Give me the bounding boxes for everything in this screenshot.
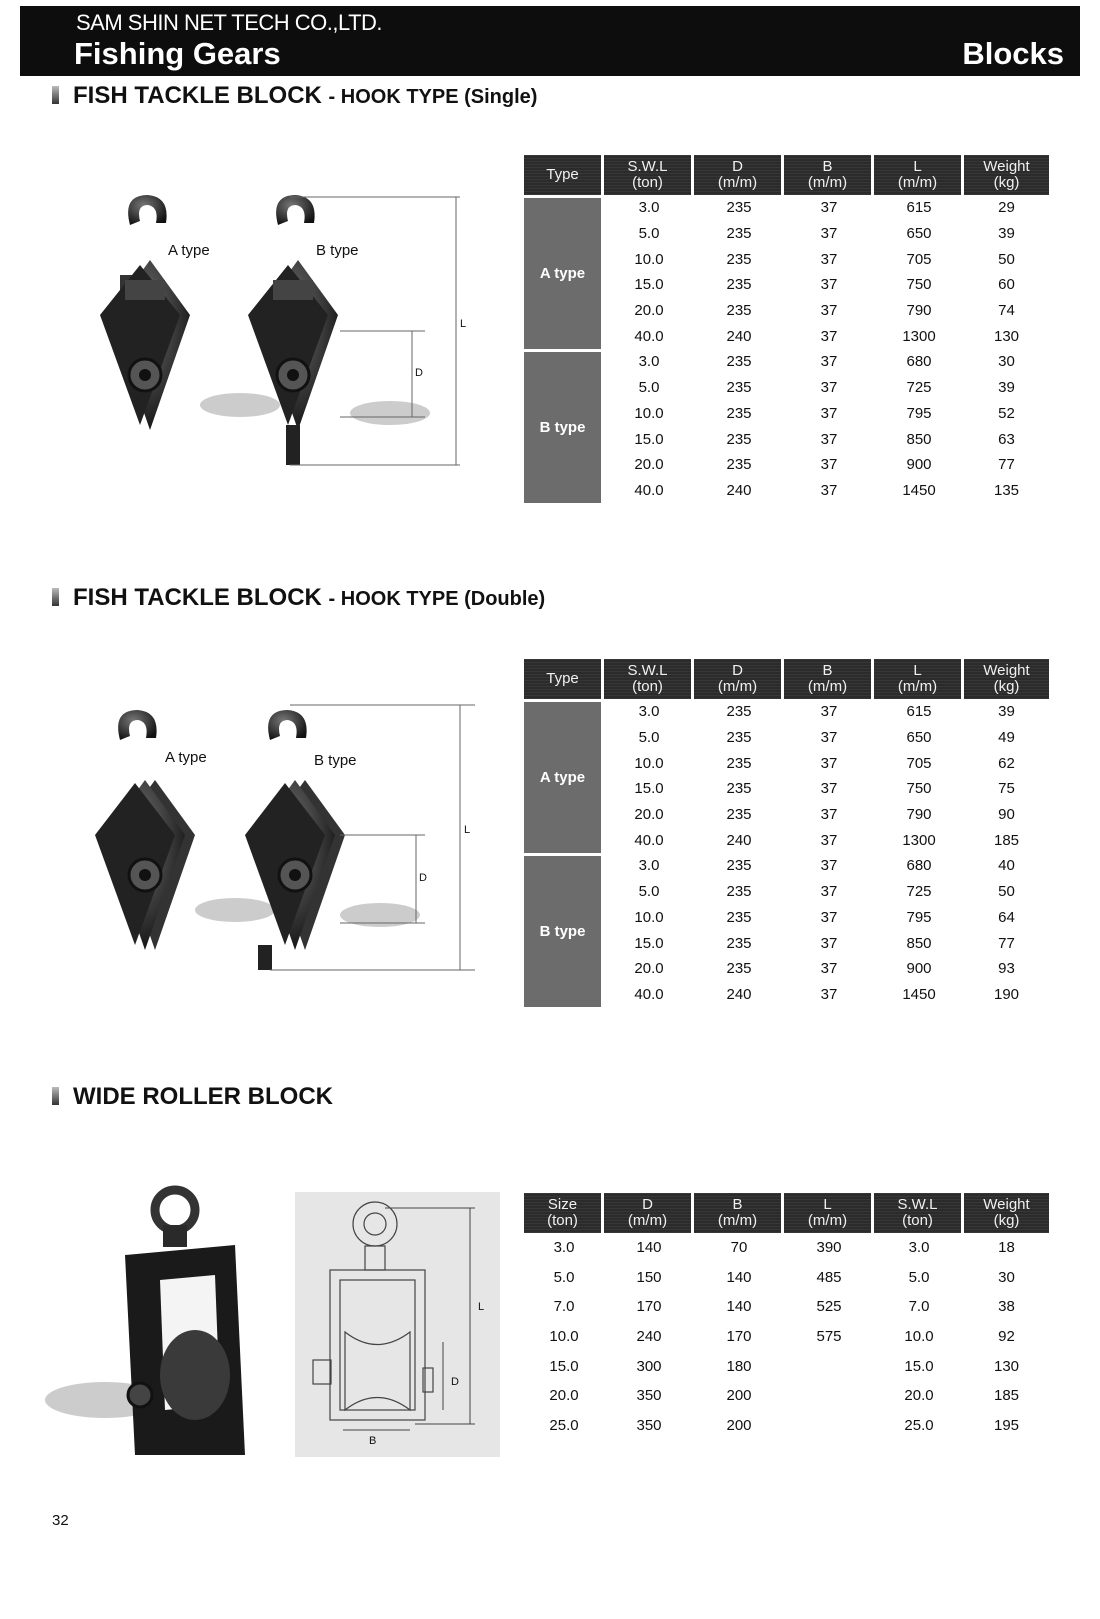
table-cell: 190 — [993, 985, 1020, 1003]
table-cell: 235 — [726, 225, 752, 243]
page-number: 32 — [52, 1512, 69, 1529]
table-cell: 150 — [636, 1268, 662, 1286]
table-cell: 235 — [726, 729, 752, 747]
table-cell: 705 — [906, 754, 932, 772]
table-cell: 37 — [820, 754, 838, 772]
bolt-icon — [128, 1383, 152, 1407]
b-type-label: B type — [314, 752, 357, 769]
column-header: Type — [524, 155, 604, 195]
group-label: B type — [524, 853, 604, 1007]
table-cell: 50 — [998, 250, 1015, 268]
table-cell: 37 — [820, 430, 838, 448]
column-header: D (m/m) — [604, 1193, 694, 1233]
table-cell: 235 — [726, 857, 752, 875]
table-cell: 235 — [726, 908, 752, 926]
table-cell: 37 — [820, 806, 838, 824]
table-cell: 900 — [906, 960, 932, 978]
catalog-title: Fishing Gears — [74, 36, 281, 71]
table-cell: 7.0 — [553, 1298, 575, 1316]
dimension-d-label: D — [415, 367, 423, 379]
drawing-background — [295, 1192, 500, 1457]
spec-table-single — [524, 155, 1049, 503]
dimension-l-label: L — [460, 318, 467, 330]
table-body — [524, 1233, 1049, 1440]
dimension-l-label: L — [478, 1301, 485, 1313]
table-cell: 25.0 — [904, 1416, 934, 1434]
table-cell: 1450 — [902, 481, 936, 499]
table-cell: 130 — [993, 1357, 1020, 1375]
table-cell: 5.0 — [638, 883, 660, 901]
table-cell: 235 — [726, 404, 752, 422]
spec-table-double — [524, 659, 1049, 1007]
table-cell: 200 — [726, 1416, 752, 1434]
table-cell: 170 — [726, 1328, 752, 1346]
table-cell: 180 — [726, 1357, 752, 1375]
table-cell: 240 — [726, 481, 752, 499]
table-cell: 49 — [998, 729, 1015, 747]
column-header: B (m/m) — [784, 155, 874, 195]
column-header: D (m/m) — [694, 659, 784, 699]
table-cell: 39 — [998, 379, 1015, 397]
table-cell: 37 — [820, 908, 838, 926]
column-header: S.W.L (ton) — [604, 659, 694, 699]
table-cell: 70 — [730, 1239, 748, 1257]
shadow-shape — [350, 401, 430, 425]
table-cell: 30 — [998, 353, 1015, 371]
table-cell: 615 — [906, 199, 932, 217]
table-cell: 235 — [726, 276, 752, 294]
table-cell: 235 — [726, 703, 752, 721]
table-cell: 130 — [993, 327, 1020, 345]
a-type-block-icon — [100, 195, 190, 430]
table-cell: 300 — [636, 1357, 662, 1375]
a-type-label: A type — [165, 749, 207, 766]
section-title-wide-roller: WIDE ROLLER BLOCK — [52, 1083, 333, 1111]
table-cell: 235 — [726, 960, 752, 978]
table-body — [524, 699, 1049, 1007]
table-row — [524, 349, 1049, 375]
table-cell — [784, 1411, 874, 1441]
table-cell: 790 — [906, 302, 932, 320]
table-cell: 15.0 — [634, 276, 664, 294]
table-cell: 15.0 — [634, 780, 664, 798]
column-header: Weight (kg) — [964, 1193, 1049, 1233]
single-block-illustration — [60, 185, 480, 485]
table-cell: 195 — [993, 1416, 1020, 1434]
table-cell: 37 — [820, 404, 838, 422]
table-cell: 850 — [906, 430, 932, 448]
table-cell: 50 — [998, 883, 1015, 901]
table-cell: 60 — [998, 276, 1015, 294]
column-header: Size (ton) — [524, 1193, 604, 1233]
column-header: L (m/m) — [874, 659, 964, 699]
table-cell: 39 — [998, 225, 1015, 243]
table-cell: 37 — [820, 883, 838, 901]
table-cell: 240 — [726, 985, 752, 1003]
table-cell: 62 — [998, 754, 1015, 772]
shadow-shape — [195, 898, 275, 922]
group-label: B type — [524, 349, 604, 503]
table-cell: 390 — [816, 1239, 842, 1257]
table-cell: 93 — [998, 960, 1015, 978]
table-cell: 37 — [820, 250, 838, 268]
table-cell: 37 — [820, 276, 838, 294]
table-row — [524, 1233, 1049, 1263]
table-cell: 705 — [906, 250, 932, 268]
table-cell: 20.0 — [634, 456, 664, 474]
table-cell: 235 — [726, 379, 752, 397]
table-row — [524, 1322, 1049, 1352]
table-cell: 140 — [726, 1298, 752, 1316]
table-cell: 20.0 — [634, 960, 664, 978]
table-cell: 185 — [993, 1387, 1020, 1405]
table-cell: 235 — [726, 780, 752, 798]
table-cell: 77 — [998, 456, 1015, 474]
table-cell: 5.0 — [638, 379, 660, 397]
dimension-d-label: D — [451, 1376, 459, 1388]
table-cell: 350 — [636, 1387, 662, 1405]
dimension-l-label: L — [464, 824, 471, 836]
table-body — [524, 195, 1049, 503]
table-cell: 525 — [816, 1298, 842, 1316]
b-type-double-block-icon — [245, 710, 345, 970]
section-bullet-icon — [52, 588, 59, 606]
table-cell: 575 — [816, 1328, 842, 1346]
section-title-single: FISH TACKLE BLOCK - HOOK TYPE (Single) — [52, 82, 537, 110]
table-cell: 5.0 — [908, 1268, 930, 1286]
table-cell: 650 — [906, 729, 932, 747]
table-cell: 795 — [906, 908, 932, 926]
table-cell: 1300 — [902, 831, 936, 849]
table-cell: 37 — [820, 327, 838, 345]
table-row — [524, 195, 1049, 221]
table-cell: 10.0 — [634, 754, 664, 772]
eye-ring-icon — [155, 1190, 195, 1230]
table-cell: 37 — [820, 985, 838, 1003]
table-cell: 3.0 — [638, 199, 660, 217]
b-type-label: B type — [316, 242, 359, 259]
table-cell: 680 — [906, 857, 932, 875]
table-cell: 235 — [726, 430, 752, 448]
a-type-label: A type — [168, 242, 210, 259]
table-cell: 37 — [820, 379, 838, 397]
table-header-row — [524, 155, 1049, 195]
spec-table-wide-roller — [524, 1193, 1049, 1440]
table-cell: 5.0 — [638, 225, 660, 243]
category-title: Blocks — [962, 36, 1064, 71]
table-cell: 240 — [726, 327, 752, 345]
table-cell: 235 — [726, 806, 752, 824]
table-cell: 790 — [906, 806, 932, 824]
table-cell: 37 — [820, 780, 838, 798]
column-header: S.W.L (ton) — [604, 155, 694, 195]
table-cell: 40.0 — [634, 327, 664, 345]
section-title-double: FISH TACKLE BLOCK - HOOK TYPE (Double) — [52, 584, 545, 612]
table-cell: 40.0 — [634, 831, 664, 849]
table-cell: 140 — [726, 1268, 752, 1286]
table-cell: 15.0 — [634, 934, 664, 952]
table-cell: 850 — [906, 934, 932, 952]
table-cell: 20.0 — [904, 1387, 934, 1405]
table-cell: 240 — [636, 1328, 662, 1346]
shadow-shape — [200, 393, 280, 417]
table-cell: 37 — [820, 831, 838, 849]
table-cell: 29 — [998, 199, 1015, 217]
table-cell: 77 — [998, 934, 1015, 952]
wide-roller-technical-drawing — [295, 1192, 500, 1457]
table-cell: 350 — [636, 1416, 662, 1434]
table-cell: 3.0 — [638, 857, 660, 875]
table-cell: 37 — [820, 353, 838, 371]
table-cell: 10.0 — [634, 250, 664, 268]
column-header: Weight (kg) — [964, 659, 1049, 699]
column-header: L (m/m) — [874, 155, 964, 195]
table-cell: 39 — [998, 703, 1015, 721]
table-cell: 37 — [820, 934, 838, 952]
swivel-shape — [163, 1225, 187, 1247]
column-header: D (m/m) — [694, 155, 784, 195]
table-cell: 37 — [820, 703, 838, 721]
table-cell: 37 — [820, 199, 838, 217]
table-cell: 52 — [998, 404, 1015, 422]
table-cell: 3.0 — [553, 1239, 575, 1257]
table-cell: 37 — [820, 225, 838, 243]
table-row — [524, 1411, 1049, 1441]
roller-shape — [160, 1330, 230, 1420]
table-cell: 235 — [726, 353, 752, 371]
table-cell: 10.0 — [634, 404, 664, 422]
table-header-row — [524, 1193, 1049, 1233]
b-type-block-icon — [248, 195, 338, 465]
dimension-b-label: B — [369, 1435, 377, 1447]
table-cell: 20.0 — [634, 806, 664, 824]
table-cell: 485 — [816, 1268, 842, 1286]
group-label: A type — [524, 699, 604, 853]
table-cell: 235 — [726, 754, 752, 772]
table-cell: 38 — [998, 1298, 1015, 1316]
table-cell: 200 — [726, 1387, 752, 1405]
table-cell: 15.0 — [904, 1357, 934, 1375]
table-cell: 15.0 — [634, 430, 664, 448]
table-cell: 5.0 — [638, 729, 660, 747]
table-cell: 7.0 — [908, 1298, 930, 1316]
company-name: SAM SHIN NET TECH CO.,LTD. — [76, 10, 383, 35]
column-header: B (m/m) — [694, 1193, 784, 1233]
group-label: A type — [524, 195, 604, 349]
column-header: L (m/m) — [784, 1193, 874, 1233]
dimension-d-label: D — [419, 872, 427, 884]
table-cell: 725 — [906, 883, 932, 901]
table-cell: 37 — [820, 481, 838, 499]
table-cell: 795 — [906, 404, 932, 422]
table-cell: 37 — [820, 456, 838, 474]
table-cell: 37 — [820, 302, 838, 320]
table-cell: 18 — [998, 1239, 1015, 1257]
table-cell: 37 — [820, 960, 838, 978]
column-header: S.W.L (ton) — [874, 1193, 964, 1233]
table-cell: 750 — [906, 276, 932, 294]
table-cell: 615 — [906, 703, 932, 721]
table-cell: 92 — [998, 1328, 1015, 1346]
table-cell: 185 — [993, 831, 1020, 849]
table-cell: 240 — [726, 831, 752, 849]
table-cell: 37 — [820, 729, 838, 747]
table-cell: 30 — [998, 1268, 1015, 1286]
table-cell: 900 — [906, 456, 932, 474]
table-cell: 750 — [906, 780, 932, 798]
table-cell: 75 — [998, 780, 1015, 798]
table-cell: 235 — [726, 302, 752, 320]
table-cell: 20.0 — [549, 1387, 579, 1405]
table-row — [524, 1351, 1049, 1381]
table-cell: 135 — [993, 481, 1020, 499]
table-cell: 680 — [906, 353, 932, 371]
table-row — [524, 1263, 1049, 1293]
table-cell: 235 — [726, 199, 752, 217]
table-cell: 74 — [998, 302, 1015, 320]
wide-roller-block-illustration — [45, 1185, 265, 1460]
table-cell: 235 — [726, 883, 752, 901]
table-cell: 64 — [998, 908, 1015, 926]
table-row — [524, 699, 1049, 725]
table-cell: 725 — [906, 379, 932, 397]
table-cell: 90 — [998, 806, 1015, 824]
table-cell: 37 — [820, 857, 838, 875]
table-cell: 40.0 — [634, 481, 664, 499]
column-header: B (m/m) — [784, 659, 874, 699]
table-cell: 3.0 — [638, 703, 660, 721]
table-cell: 20.0 — [634, 302, 664, 320]
table-cell — [784, 1381, 874, 1411]
section-bullet-icon — [52, 1087, 59, 1105]
table-cell: 10.0 — [904, 1328, 934, 1346]
table-cell: 1300 — [902, 327, 936, 345]
table-cell: 25.0 — [549, 1416, 579, 1434]
page-header — [20, 6, 1080, 76]
column-header: Weight (kg) — [964, 155, 1049, 195]
table-header-row — [524, 659, 1049, 699]
table-cell: 3.0 — [638, 353, 660, 371]
table-cell: 650 — [906, 225, 932, 243]
table-cell: 63 — [998, 430, 1015, 448]
table-cell: 235 — [726, 456, 752, 474]
table-cell: 40.0 — [634, 985, 664, 1003]
table-cell: 1450 — [902, 985, 936, 1003]
table-row — [524, 1292, 1049, 1322]
table-cell: 5.0 — [553, 1268, 575, 1286]
a-type-double-block-icon — [95, 710, 195, 950]
table-cell: 15.0 — [549, 1357, 579, 1375]
table-cell: 235 — [726, 934, 752, 952]
table-cell: 10.0 — [634, 908, 664, 926]
table-cell: 40 — [998, 857, 1015, 875]
table-cell: 235 — [726, 250, 752, 268]
double-block-illustration — [60, 695, 480, 985]
column-header: Type — [524, 659, 604, 699]
table-cell: 10.0 — [549, 1328, 579, 1346]
table-cell: 3.0 — [908, 1239, 930, 1257]
table-row — [524, 853, 1049, 879]
table-cell: 140 — [636, 1239, 662, 1257]
table-cell — [784, 1351, 874, 1381]
section-bullet-icon — [52, 86, 59, 104]
table-cell: 170 — [636, 1298, 662, 1316]
table-row — [524, 1381, 1049, 1411]
